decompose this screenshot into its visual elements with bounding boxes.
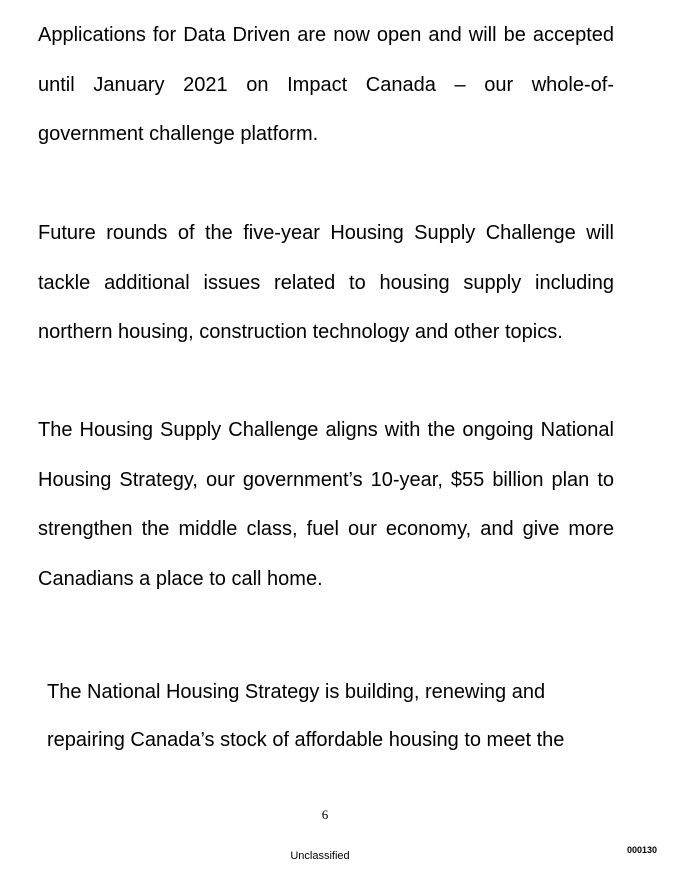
document-id: 000130 [626, 845, 657, 855]
paragraph-future-rounds: Future rounds of the five-year Housing Supply Challenge will tackle additional issues related to housing supply including northern housing, construction technology and other topics. [38, 222, 614, 343]
classification-label: Unclassified [290, 850, 350, 862]
paragraph-data-driven-applications: Applications for Data Driven are now open and will be accepted until January 2021 on Impact Canada – our whole-of-government challenge platform. [38, 24, 614, 145]
paragraph-national-housing-strategy-building: The National Housing Strategy is building, renewing and repairing Canada’s stock of affordable housing to meet the [47, 681, 565, 751]
page-number: 6 [321, 807, 329, 822]
paragraph-national-housing-strategy-alignment: The Housing Supply Challenge aligns with the ongoing National Housing Strategy, our government’s 10-year, $55 billion plan to strengthen the middle class, fuel our economy, and give more Canadians a place to call home. [38, 419, 614, 590]
